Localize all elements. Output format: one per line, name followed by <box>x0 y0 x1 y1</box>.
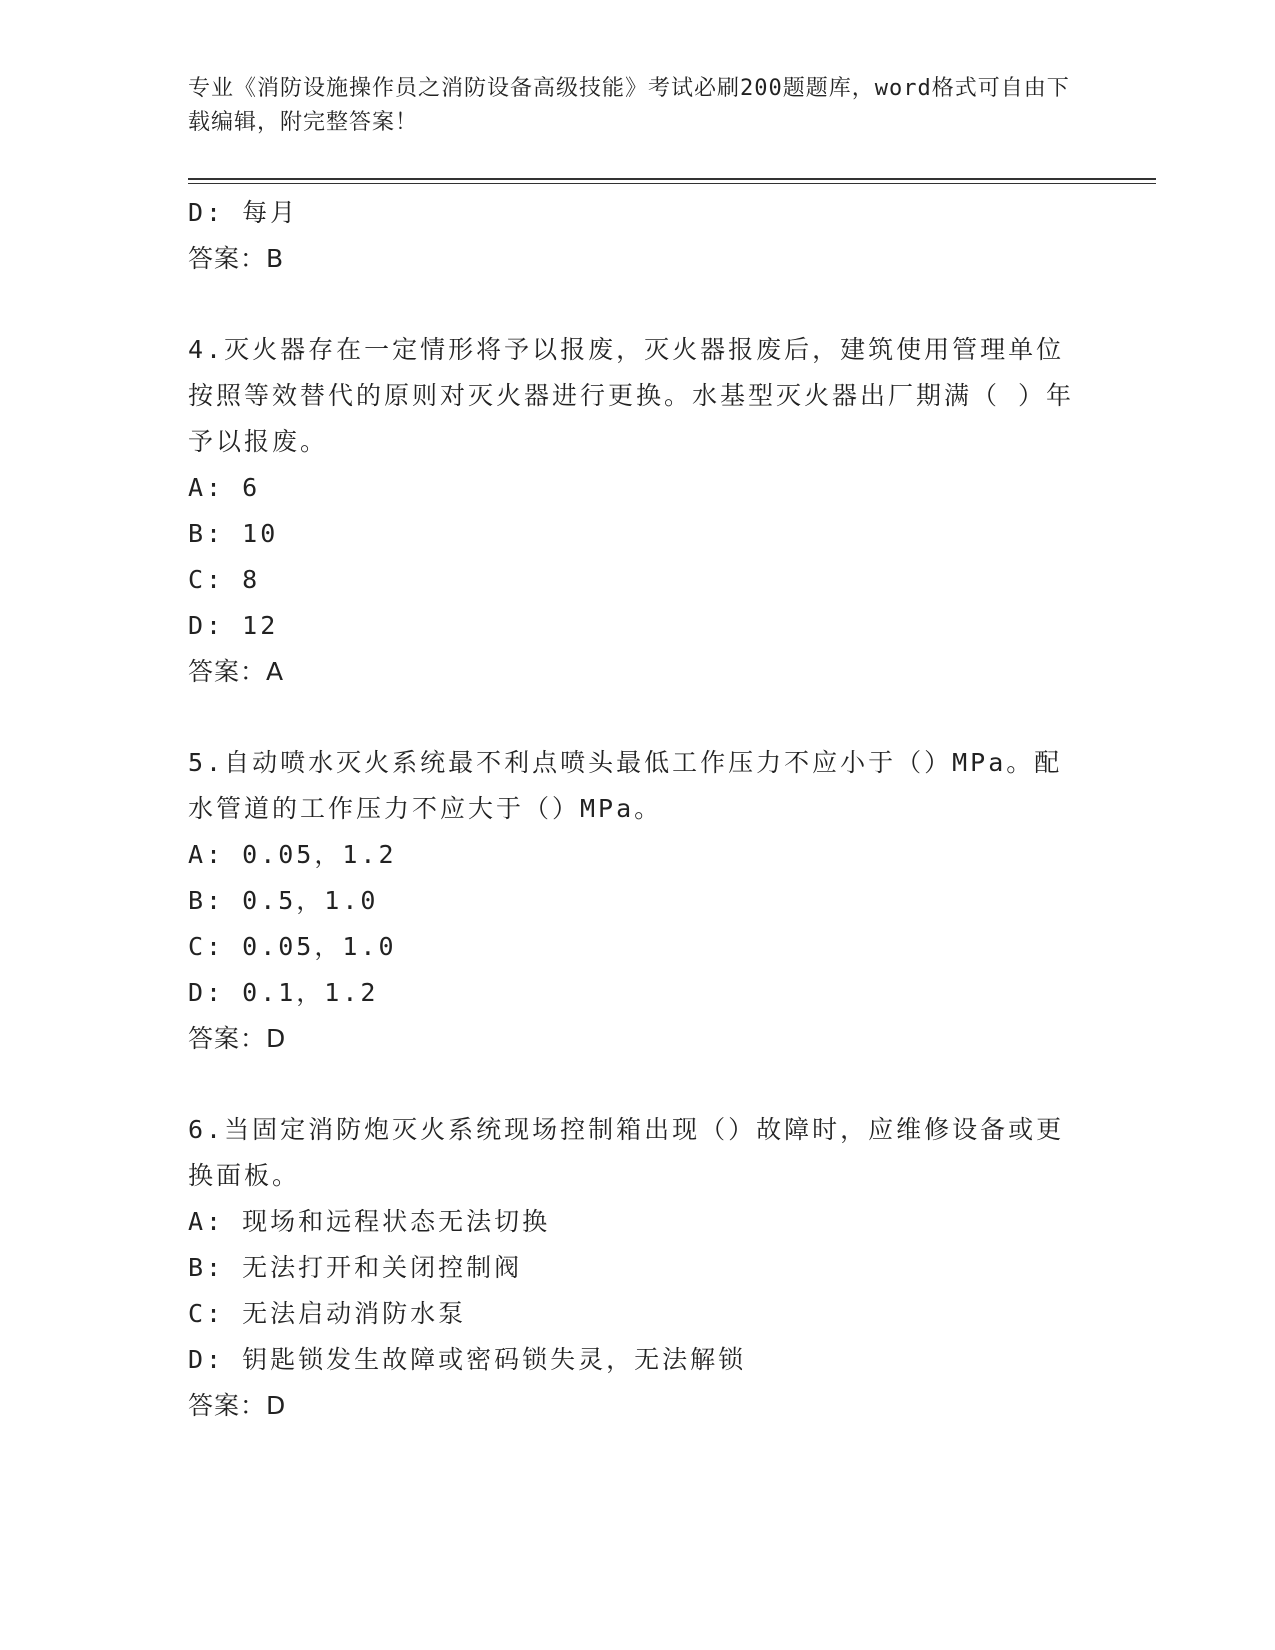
option-c: C: 0.05，1.0 <box>188 932 397 961</box>
option-b: B: 10 <box>188 519 279 548</box>
document-body <box>188 190 1088 1429</box>
question-5 <box>188 740 1088 1062</box>
answer-line: 答案：D <box>188 1391 287 1420</box>
option-c: C: 无法启动消防水泵 <box>188 1299 467 1328</box>
option-a: A: 6 <box>188 473 261 502</box>
option-d: D: 12 <box>188 611 279 640</box>
carryover-block <box>188 190 1088 282</box>
option-b: B: 0.5，1.0 <box>188 886 379 915</box>
header-divider <box>188 178 1156 180</box>
question-6 <box>188 1107 1088 1429</box>
option-c: C: 8 <box>188 565 261 594</box>
option-d: D: 钥匙锁发生故障或密码锁失灵，无法解锁 <box>188 1345 747 1374</box>
option-d: D: 每月 <box>188 198 299 227</box>
option-a: A: 现场和远程状态无法切换 <box>188 1207 551 1236</box>
page-header-title: 专业《消防设施操作员之消防设备高级技能》考试必刷200题题库，word格式可自由下载编辑，附完整答案！ <box>188 76 1070 135</box>
question-stem: 5.自动喷水灭火系统最不利点喷头最低工作压力不应小于（）MPa。配水管道的工作压力不应大于（）MPa。 <box>188 748 1063 823</box>
option-a: A: 0.05，1.2 <box>188 840 397 869</box>
answer-line: 答案：D <box>188 1024 287 1053</box>
answer-line: 答案：A <box>188 657 285 686</box>
question-stem: 6.当固定消防炮灭火系统现场控制箱出现（）故障时，应维修设备或更换面板。 <box>188 1115 1065 1190</box>
answer-line: 答案：B <box>188 244 285 273</box>
question-4 <box>188 327 1088 695</box>
header-divider-thin <box>188 183 1156 184</box>
option-b: B: 无法打开和关闭控制阀 <box>188 1253 523 1282</box>
question-stem: 4.灭火器存在一定情形将予以报废，灭火器报废后，建筑使用管理单位按照等效替代的原则对灭火器进行更换。水基型灭火器出厂期满（ ）年予以报废。 <box>188 335 1075 456</box>
option-d: D: 0.1，1.2 <box>188 978 379 1007</box>
